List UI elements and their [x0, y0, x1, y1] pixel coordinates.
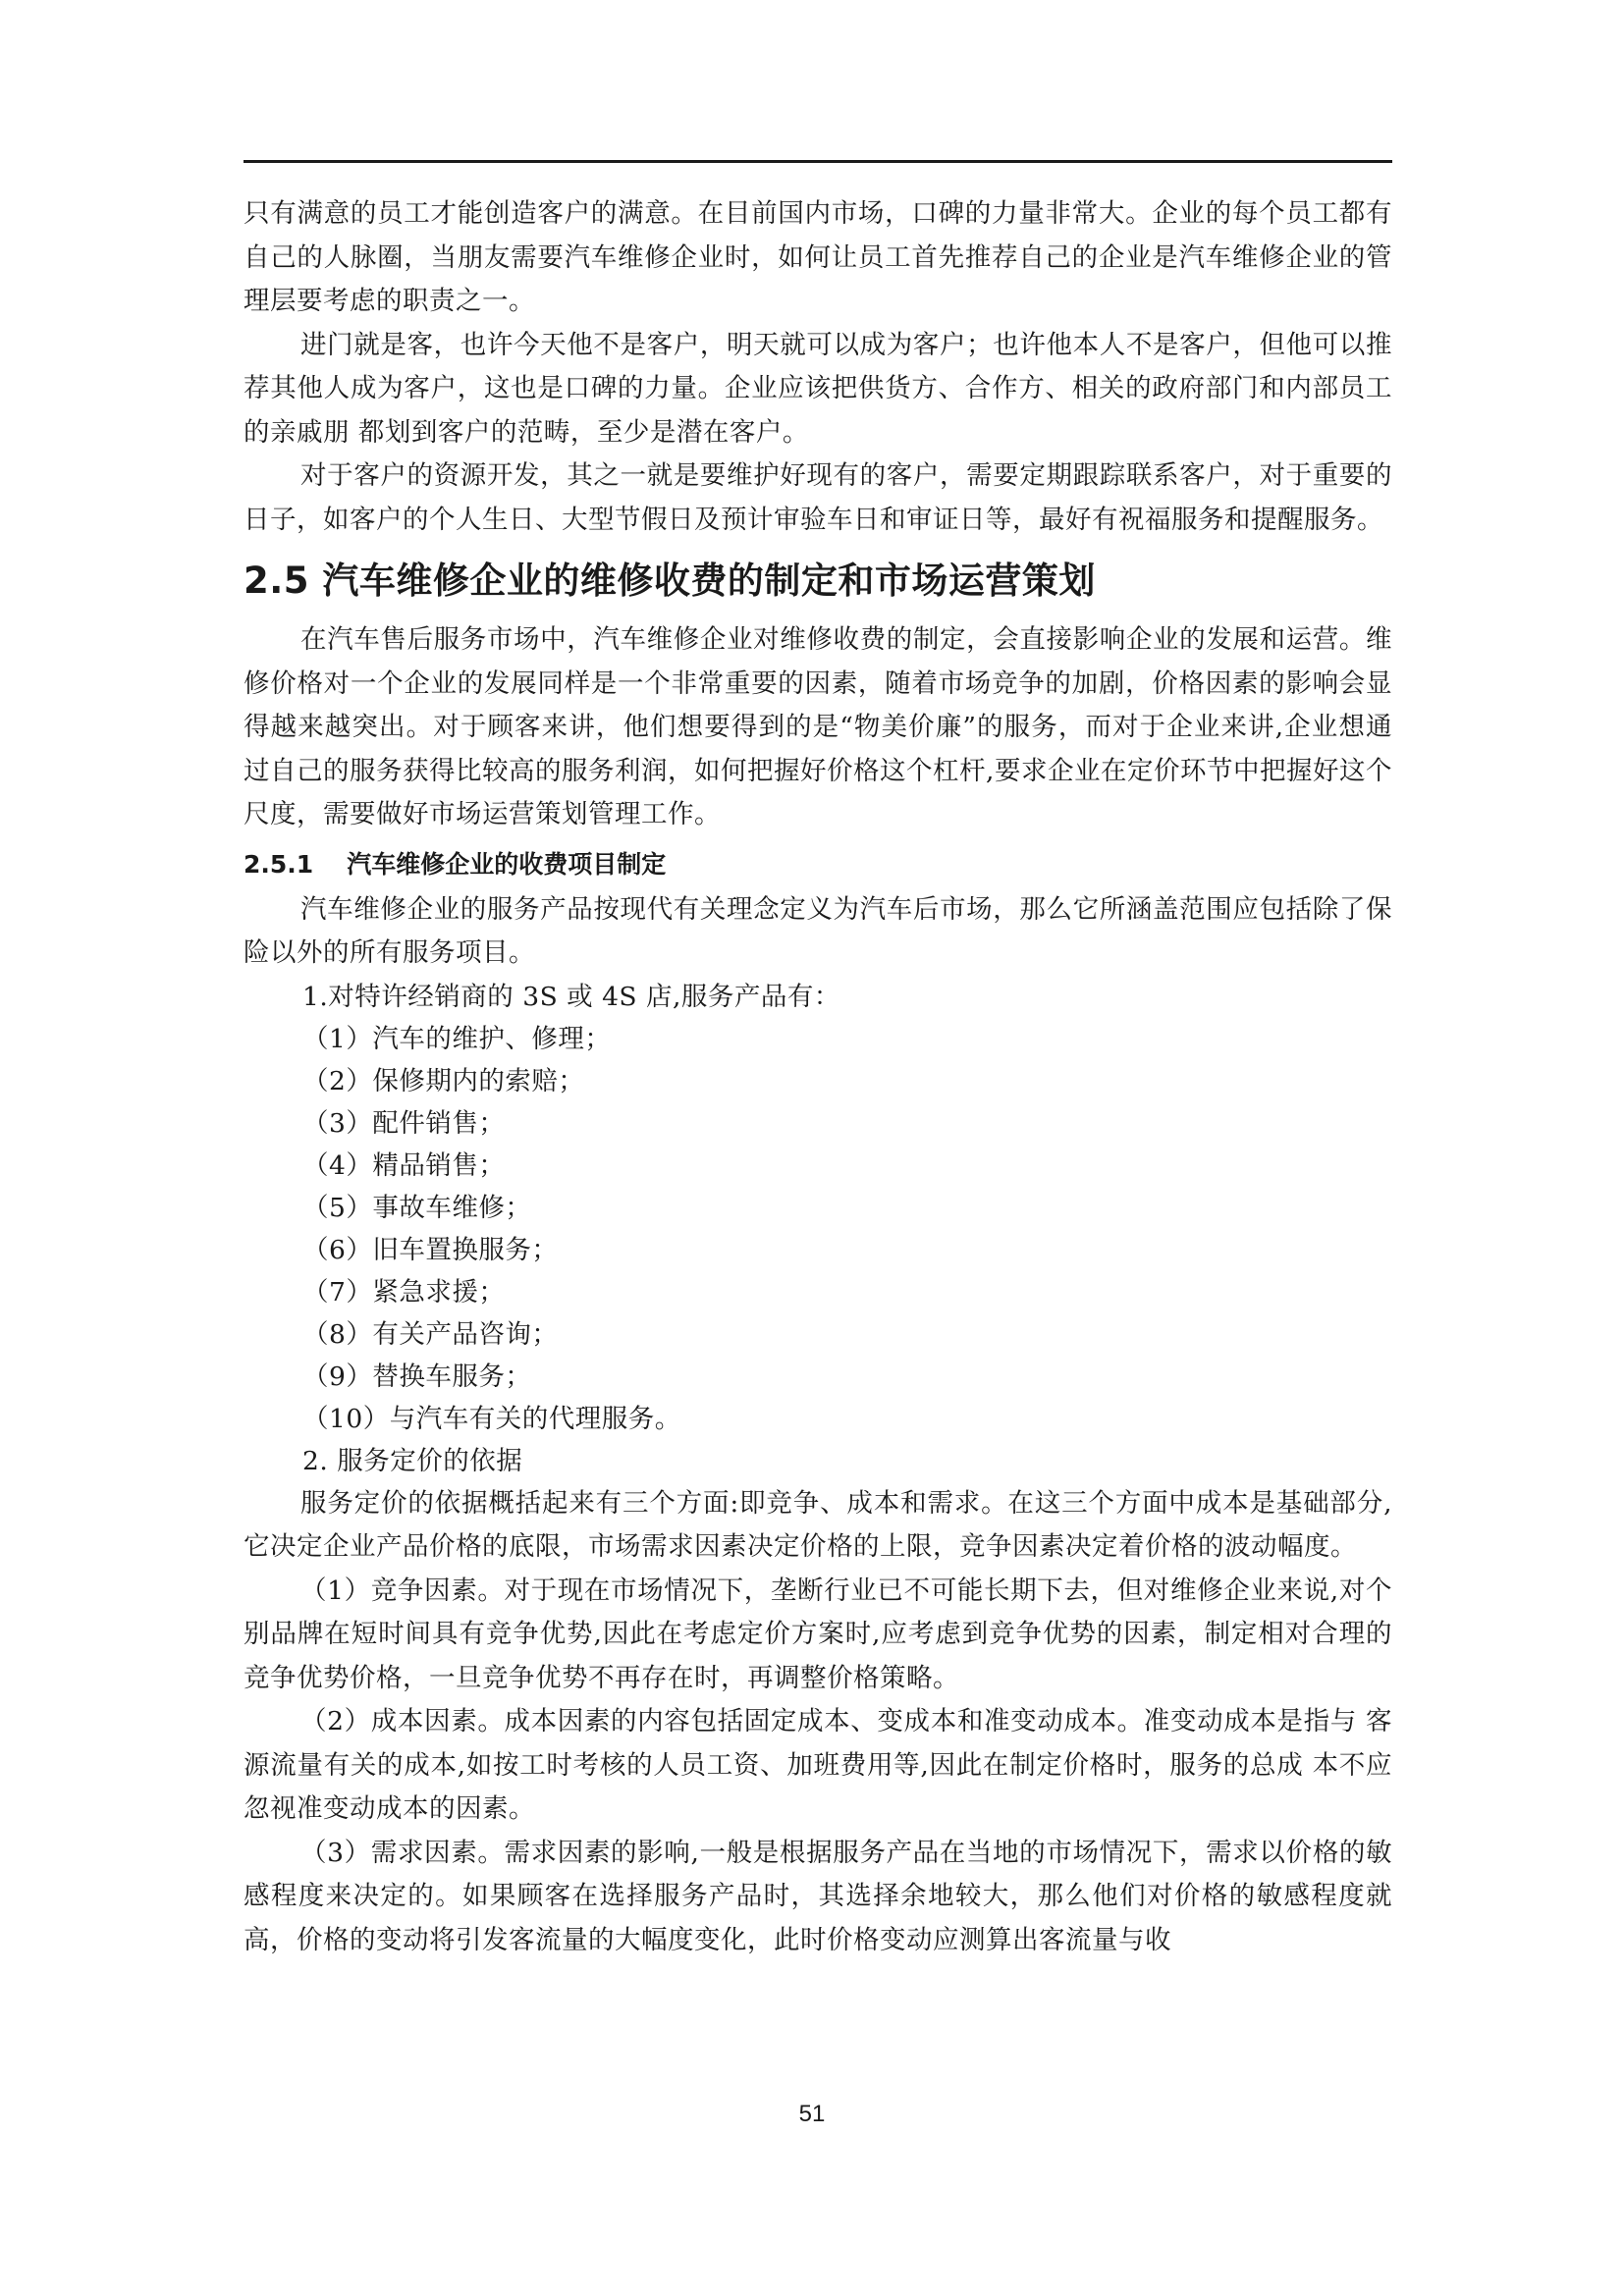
list-item: （6）旧车置换服务；: [302, 1234, 559, 1265]
pricing-intro: 服务定价的依据概括起来有三个方面:即竞争、成本和需求。在这三个方面中成本是基础部分,它决定企业产品价格的底限，市场需求因素决定价格的上限，竞争因素决定着价格的波动幅度。: [244, 1487, 1392, 1562]
section-intro: 在汽车售后服务市场中，汽车维修企业对维修收费的制定，会直接影响企业的发展和运营。维修价格对一个企业的发展同样是一个非常重要的因素，随着市场竞争的加剧，价格因素的影响会显得越来越突出。对于顾客来讲，他们想要得到的是“物美价廉”的服务，而对于企业来讲,企业想通过自己的服务获得比较高的服务利润，如何把握好价格这个杠杆,要求企业在定价环节中把握好这个尺度，需要做好市场运营策划管理工作。: [244, 624, 1392, 829]
factor-cost: （2）成本因素。成本因素的内容包括固定成本、变成本和准变动成本。准变动成本是指与 客源流量有关的成本,如按工时考核的人员工资、加班费用等,因此在制定价格时，服务的总成 本不应忽视准变动成本的因素。: [244, 1706, 1392, 1824]
page-body: [244, 192, 1392, 1962]
subsection-heading: [244, 845, 1392, 884]
list-item: （5）事故车维修；: [302, 1192, 532, 1223]
page-number: 51: [798, 2101, 826, 2127]
header-rule: [244, 160, 1392, 163]
section-heading: 2.5 汽车维修企业的维修收费的制定和市场运营策划: [244, 560, 1096, 602]
list-item: （9）替换车服务；: [302, 1361, 532, 1392]
list-item: （1）汽车的维护、修理；: [302, 1023, 612, 1054]
subsection-number: 2.5.1: [244, 849, 314, 879]
factor-competition: （1）竞争因素。对于现在市场情况下，垄断行业已不可能长期下去，但对维修企业来说,对个别品牌在短时间具有竞争优势,因此在考虑定价方案时,应考虑到竞争优势的因素，制定相对合理的竞争优势价格，一旦竞争优势不再存在时，再调整价格策略。: [244, 1575, 1392, 1693]
list-heading: 1.对特许经销商的 3S 或 4S 店,服务产品有：: [302, 981, 840, 1012]
pricing-heading: 2. 服务定价的依据: [302, 1445, 523, 1476]
list-item: （4）精品销售；: [302, 1149, 506, 1181]
list-item: （7）紧急求援；: [302, 1276, 506, 1308]
paragraph-satisfied-staff: 只有满意的员工才能创造客户的满意。在目前国内市场，口碑的力量非常大。企业的每个员工都有自己的人脉圈，当朋友需要汽车维修企业时，如何让员工首先推荐自己的企业是汽车维修企业的管理层要考虑的职责之一。: [244, 198, 1392, 316]
subsection-intro: 汽车维修企业的服务产品按现代有关理念定义为汽车后市场，那么它所涵盖范围应包括除了保险以外的所有服务项目。: [244, 893, 1392, 968]
list-item: （3）配件销售；: [302, 1107, 506, 1139]
list-item: （8）有关产品咨询；: [302, 1318, 559, 1350]
list-item: （2）保修期内的索赔；: [302, 1065, 585, 1096]
paragraph-potential-customers: 进门就是客，也许今天他不是客户，明天就可以成为客户；也许他本人不是客户，但他可以推荐其他人成为客户，这也是口碑的力量。企业应该把供货方、合作方、相关的政府部门和内部员工的亲戚朋 都划到客户的范畴，至少是潜在客户。: [244, 329, 1392, 448]
factor-demand: （3）需求因素。需求因素的影响,一般是根据服务产品在当地的市场情况下，需求以价格的敏感程度来决定的。如果顾客在选择服务产品时，其选择余地较大，那么他们对价格的敏感程度就高，价格的变动将引发客流量的大幅度变化，此时价格变动应测算出客流量与收: [244, 1837, 1392, 1955]
subsection-title: 汽车维修企业的收费项目制定: [347, 849, 667, 879]
paragraph-customer-resources: 对于客户的资源开发，其之一就是要维护好现有的客户，需要定期跟踪联系客户，对于重要的日子，如客户的个人生日、大型节假日及预计审验车日和审证日等，最好有祝福服务和提醒服务。: [244, 460, 1392, 535]
list-item: （10）与汽车有关的代理服务。: [302, 1403, 681, 1434]
